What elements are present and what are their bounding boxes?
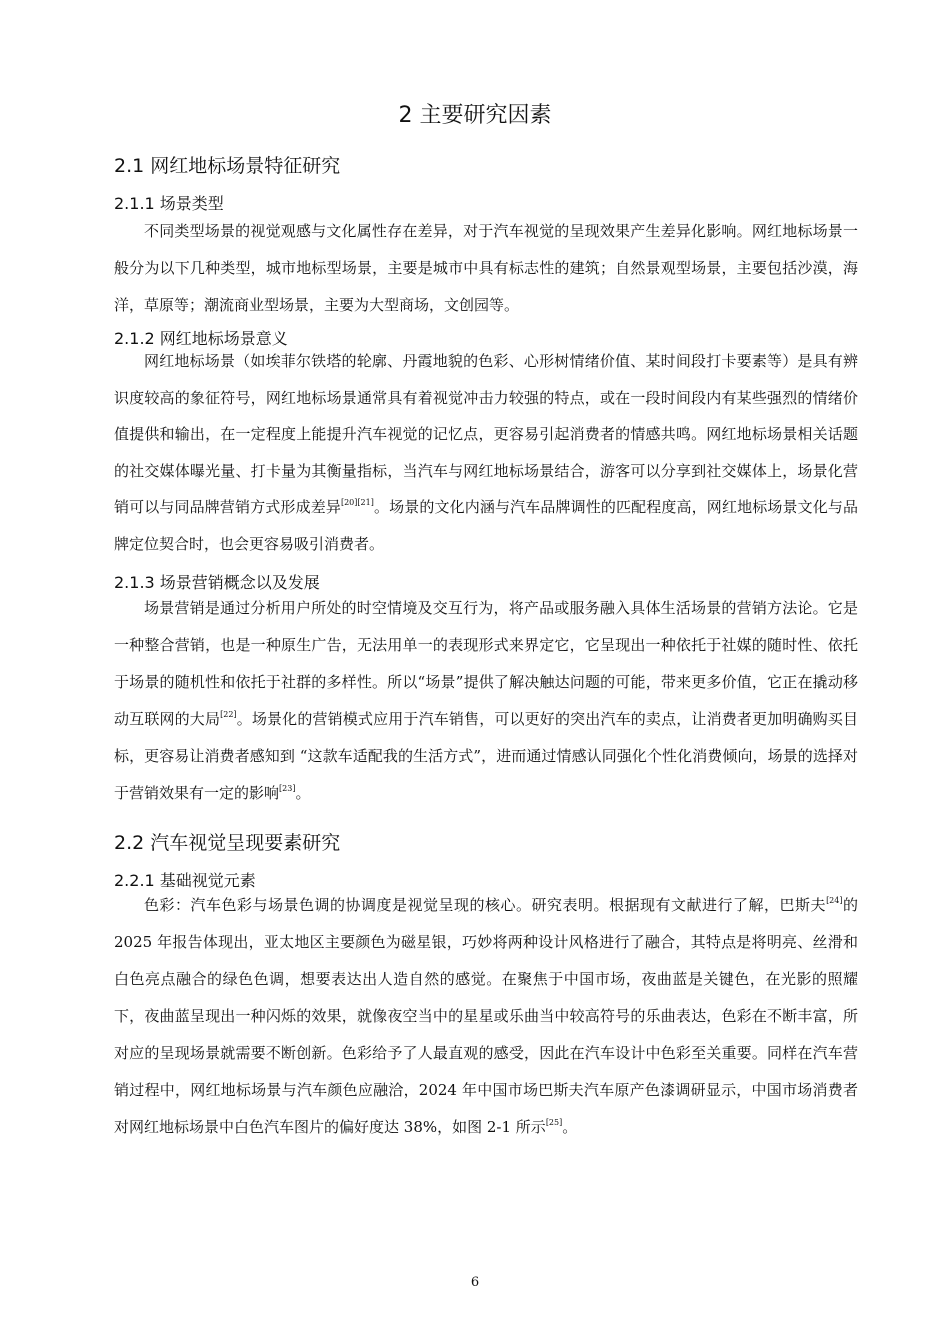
paragraph-text: 。 xyxy=(295,784,311,802)
section-2-2-1-paragraph xyxy=(114,887,858,1146)
chapter-title: 2 主要研究因素 xyxy=(398,103,552,128)
section-2-2-1-heading: 2.2.1 基础视觉元素 xyxy=(114,871,256,890)
section-2-1-3-paragraph xyxy=(114,590,858,812)
paragraph-text: 网红地标场景（如埃菲尔铁塔的轮廓、丹霞地貌的色彩、心形树情绪价值、某时间段打卡要素等）是具有辨识度较高的象征符号，网红地标场景通常具有着视觉冲击力较强的特点，或在一段时间段内有某些强烈的情绪价值提供和输出，在一定程度上能提升汽车视觉的记忆点，更容易引起消费者的情感共鸣。网红地标场景相关话题的社交媒体曝光量、打卡量为其衡量指标，当汽车与网红地标场景结合，游客可以分享到社交媒体上，场景化营销可以与同品牌营销方式形成差异 xyxy=(114,352,858,516)
paragraph-text: 的 2025 年报告体现出，亚太地区主要颜色为磁星银，巧妙将两种设计风格进行了融合，其特点是将明亮、丝滑和白色亮点融合的绿色色调，想要表达出人造自然的感觉。在聚焦于中国市场，夜曲蓝是关键色，在光影的照耀下，夜曲蓝呈现出一种闪烁的效果，就像夜空当中的星星或乐曲当中较高符号的乐曲表达，色彩在不断丰富，所对应的呈现场景就需要不断创新。色彩给予了人最直观的感受，因此在汽车设计中色彩至关重要。同样在汽车营销过程中，网红地标场景与汽车颜色应融洽，2024 年中国市场巴斯夫汽车原产色漆调研显示，中国市场消费者对网红地标场景中白色汽车图片的偏好度达 38%，如图 2-1 所示 xyxy=(114,896,858,1136)
citation: [20][21] xyxy=(340,498,374,507)
paragraph-text: 场景营销是通过分析用户所处的时空情境及交互行为，将产品或服务融入具体生活场景的营销方法论。它是一种整合营销，也是一种原生广告，无法用单一的表现形式来界定它，它呈现出一种依托于社媒的随时性、依托于场景的随机性和依托于社群的多样性。所以“场景”提供了解决触达问题的可能，带来更多价值，它正在撬动移动互联网的大局 xyxy=(114,599,858,728)
paragraph-text: 色彩：汽车色彩与场景色调的协调度是视觉呈现的核心。研究表明。根据现有文献进行了解，巴斯夫 xyxy=(144,896,827,914)
section-2-1-heading: 2.1 网红地标场景特征研究 xyxy=(114,155,341,177)
citation: [25] xyxy=(545,1118,563,1127)
section-2-1-3-heading: 2.1.3 场景营销概念以及发展 xyxy=(114,573,320,592)
paragraph-text: 。 xyxy=(562,1118,578,1136)
page-number: 6 xyxy=(470,1275,480,1290)
paragraph-text: 。场景化的营销模式应用于汽车销售，可以更好的突出汽车的卖点，让消费者更加明确购买目标，更容易让消费者感知到 “这款车适配我的生活方式”，进而通过情感认同强化个性化消费倾向，场景的选择对于营销效果有一定的影响 xyxy=(114,710,858,802)
section-2-2-heading: 2.2 汽车视觉呈现要素研究 xyxy=(114,832,341,854)
citation: [23] xyxy=(279,784,296,793)
section-2-1-2-heading: 2.1.2 网红地标场景意义 xyxy=(114,329,288,348)
citation: [24] xyxy=(826,896,843,905)
citation: [22] xyxy=(220,710,237,719)
section-2-1-1-heading: 2.1.1 场景类型 xyxy=(114,194,224,213)
paragraph-text: 。场景的文化内涵与汽车品牌调性的匹配程度高，网红地标场景文化与品牌定位契合时，也会更容易吸引消费者。 xyxy=(114,498,858,553)
section-2-1-1-paragraph: 不同类型场景的视觉观感与文化属性存在差异，对于汽车视觉的呈现效果产生差异化影响。网红地标场景一般分为以下几种类型，城市地标型场景，主要是城市中具有标志性的建筑；自然景观型场景，主要包括沙漠，海洋，草原等；潮流商业型场景，主要为大型商场，文创园等。 xyxy=(114,222,858,314)
section-2-1-2-paragraph xyxy=(114,343,858,562)
